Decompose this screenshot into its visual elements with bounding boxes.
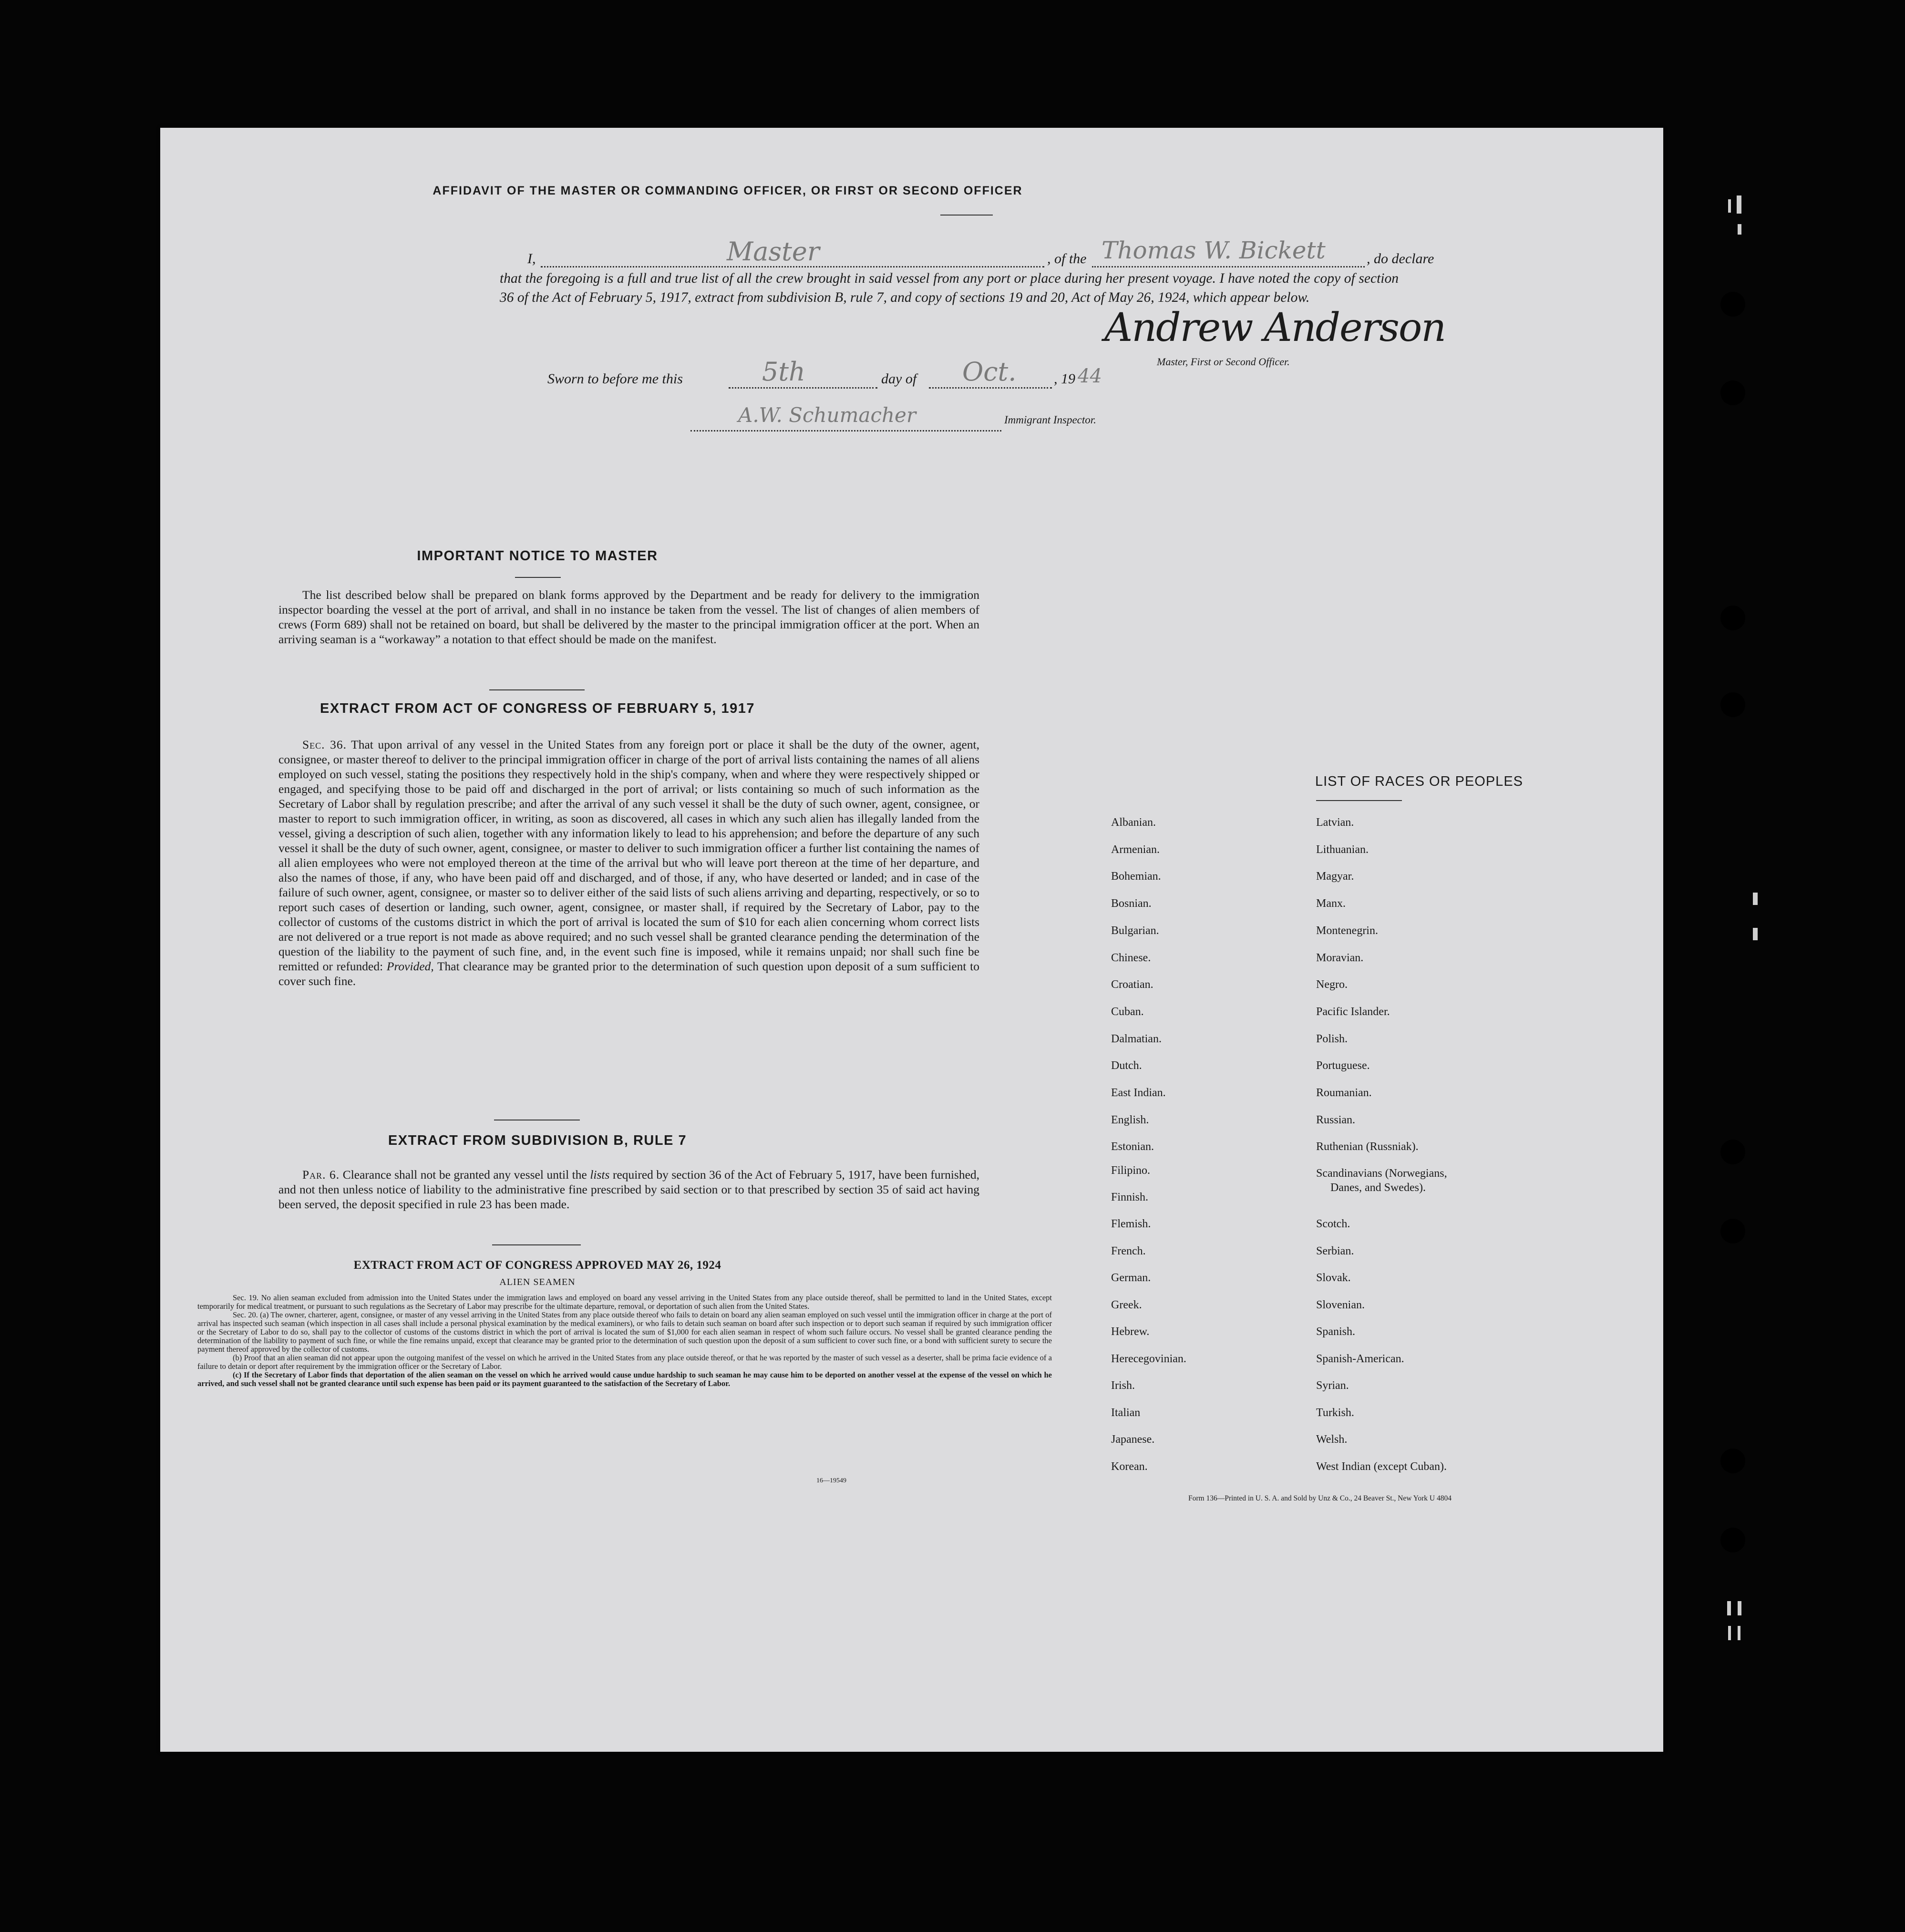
race-item: Roumanian. bbox=[1316, 1087, 1372, 1099]
race-item: Herecegovinian. bbox=[1111, 1353, 1186, 1365]
line-mid: , of the bbox=[1047, 251, 1087, 267]
scan-edge-mark bbox=[1738, 1626, 1740, 1640]
race-item: Finnish. bbox=[1111, 1191, 1149, 1203]
race-item: Korean. bbox=[1111, 1460, 1148, 1473]
binder-hole bbox=[1720, 692, 1745, 717]
race-item: Filipino. bbox=[1111, 1164, 1151, 1177]
race-item: French. bbox=[1111, 1245, 1146, 1257]
divider bbox=[492, 1244, 581, 1245]
race-item: Russian. bbox=[1316, 1113, 1356, 1126]
binder-hole bbox=[1720, 1140, 1745, 1164]
affidavit-heading: AFFIDAVIT OF THE MASTER OR COMMANDING OFFICER, OR FIRST OR SECOND OFFICER bbox=[432, 184, 1023, 197]
master-signature: Andrew Anderson bbox=[1104, 305, 1446, 350]
race-item: Hebrew. bbox=[1111, 1326, 1150, 1338]
inspector-caption: Immigrant Inspector. bbox=[1004, 414, 1096, 426]
extract-1917-heading: EXTRACT FROM ACT OF CONGRESS OF FEBRUARY 5, 1917 bbox=[319, 701, 755, 716]
binder-hole bbox=[1720, 292, 1745, 317]
scan-edge-mark bbox=[1727, 1601, 1731, 1615]
handwritten-rank: Master bbox=[727, 236, 820, 267]
races-heading: LIST OF RACES OR PEOPLES bbox=[1315, 774, 1524, 789]
extract-1924-heading: EXTRACT FROM ACT OF CONGRESS APPROVED MAY 26, 1924 bbox=[353, 1259, 721, 1272]
par-text-b: required by section 36 of the Act of February 5, 1917, have been furnished, and not then unless notice of liability to the administrative fine prescribed by said section or to that prescribed by section 35 of said act having been served, the deposit specified in rule 23 has been made. bbox=[278, 1168, 980, 1211]
extract-1917-text bbox=[278, 737, 979, 988]
race-item: Lithuanian. bbox=[1316, 843, 1369, 856]
scan-edge-mark bbox=[1728, 199, 1731, 213]
scan-edge-mark bbox=[1728, 1626, 1731, 1640]
race-item: West Indian (except Cuban). bbox=[1316, 1460, 1447, 1473]
scan-edge-mark bbox=[1753, 928, 1758, 940]
race-item: German. bbox=[1111, 1272, 1151, 1284]
race-item: Manx. bbox=[1316, 897, 1346, 910]
extract-rule7-heading: EXTRACT FROM SUBDIVISION B, RULE 7 bbox=[388, 1133, 687, 1148]
par-label: Par. 6. bbox=[302, 1168, 340, 1182]
race-item: Bulgarian. bbox=[1111, 924, 1159, 937]
race-item: Pacific Islander. bbox=[1316, 1005, 1390, 1018]
race-item: Polish. bbox=[1316, 1032, 1348, 1045]
race-item: East Indian. bbox=[1111, 1087, 1166, 1099]
line-prefix: I, bbox=[527, 251, 536, 267]
proviso-label: Provided, bbox=[386, 959, 434, 973]
race-item: English. bbox=[1111, 1113, 1149, 1126]
race-item: Bohemian. bbox=[1111, 870, 1161, 883]
form-code: 16—19549 bbox=[816, 1477, 846, 1484]
scan-edge-mark bbox=[1737, 195, 1741, 214]
affidavit-body: that the foregoing is a full and true list of all the crew brought in said vessel from any port or place during her present voyage. I have noted the copy of section 36 of the Act of February 5, 1917, extract from subdivision B, rule 7, and copy of sections 19 and 20, Act of May 26, 1924, which appear below. bbox=[500, 271, 1399, 305]
section-19: Sec. 19. No alien seaman excluded from admission into the United States under the immigration laws and employed on board any vessel arriving in the United States from any place outside thereof, shall be permitted to land in the United States, except temporarily for medical treatment, or pursuant to such regulations as the Secretary of Labor may prescribe for the ultimate departure, removal, or deportation of such alien from the United States. bbox=[197, 1293, 1052, 1311]
binder-hole bbox=[1720, 1219, 1745, 1243]
race-item: Albanian. bbox=[1111, 816, 1156, 829]
scan-edge-mark bbox=[1738, 224, 1741, 235]
race-item: Serbian. bbox=[1316, 1245, 1354, 1257]
rank-field[interactable] bbox=[541, 238, 1044, 267]
vessel-field[interactable] bbox=[1092, 238, 1365, 267]
year-prefix: , 19 bbox=[1054, 371, 1075, 387]
race-item: Slovak. bbox=[1316, 1272, 1351, 1284]
race-item: Magyar. bbox=[1316, 870, 1354, 883]
manifest-sheet bbox=[160, 128, 1663, 1752]
proviso-text: That clearance may be granted prior to the determination of such question upon deposit of a sum sufficient to cover such fine. bbox=[278, 959, 979, 988]
section-20c: (c) If the Secretary of Labor finds that deportation of the alien seaman on the vessel on which he arrived would cause undue hardship to such seaman he may cause him to be deported on another vessel at the expense of the vessel on which he arrived, and such vessel shall not be granted clearance until such expense has been paid or its payment guaranteed to the satisfaction of the Secretary of Labor. bbox=[197, 1370, 1052, 1388]
binder-hole bbox=[1720, 380, 1745, 405]
races-list-left bbox=[1111, 816, 1311, 1484]
race-item: Danes, and Swedes). bbox=[1330, 1182, 1426, 1194]
race-item: Armenian. bbox=[1111, 843, 1160, 856]
notice-heading: IMPORTANT NOTICE TO MASTER bbox=[417, 548, 658, 564]
par-text-a: Clearance shall not be granted any vessel until the bbox=[342, 1168, 587, 1182]
races-list-right bbox=[1316, 816, 1621, 1484]
race-item: Scotch. bbox=[1316, 1218, 1350, 1230]
race-item: Dalmatian. bbox=[1111, 1032, 1162, 1045]
race-item: Croatian. bbox=[1111, 978, 1153, 991]
race-item: Moravian. bbox=[1316, 951, 1364, 964]
notice-text: The list described below shall be prepared on blank forms approved by the Department and be ready for delivery to the immigration inspector boarding the vessel at the port of arrival, and shall in no instance be taken from the vessel. The list of changes of alien members of crews (Form 689) shall not be retained on board, but shall be delivered by the master to the principal immigration officer at the port. When an arriving seaman is a “workaway” a notation to that effect should be made on the manifest. bbox=[278, 588, 979, 646]
day-of-label: day of bbox=[881, 371, 917, 387]
handwritten-month: Oct. bbox=[962, 357, 1017, 387]
race-item: Greek. bbox=[1111, 1299, 1142, 1311]
race-item: Bosnian. bbox=[1111, 897, 1152, 910]
month-field[interactable] bbox=[929, 357, 1052, 389]
race-item: Estonian. bbox=[1111, 1141, 1154, 1153]
handwritten-day: 5th bbox=[762, 357, 805, 387]
race-item: Scandinavians (Norwegians, bbox=[1316, 1167, 1447, 1180]
extract-rule7-text bbox=[278, 1167, 979, 1212]
scan-edge-mark bbox=[1738, 1601, 1741, 1615]
binder-hole bbox=[1720, 606, 1745, 630]
section-20a: Sec. 20. (a) The owner, charterer, agent, consignee, or master of any vessel arriving in the United States from any place outside thereof who fails to detain on board any alien seaman employed on such vessel until the immigration officer in charge at the port of arrival has inspected such seaman (which inspection in all cases shall include a personal physical examination by the medical examiners), or who fails to detain such seaman on board after such inspection or to deport such seaman if required by such immigration officer or the Secretary of Labor to do so, shall pay to the collector of customs of the customs district in which the port of arrival is located the sum of $1,000 for each alien seaman in respect of whom such failure occurs. No vessel shall be granted clearance pending the determination of the liability to payment of such fine, or while the fine remains unpaid, except that clearance may be granted prior to the determination of such question upon the deposit of a sum sufficient to cover such fine, or a bond with sufficient surety to secure the payment thereof approved by the collector of customs. bbox=[197, 1310, 1052, 1354]
race-item: Italian bbox=[1111, 1407, 1141, 1419]
race-item: Welsh. bbox=[1316, 1433, 1348, 1446]
race-item: Chinese. bbox=[1111, 951, 1151, 964]
section-text: That upon arrival of any vessel in the United States from any foreign port or place it shall be the duty of the owner, agent, consignee, or master thereof to deliver to the principal immigration officer in charge of the port of arrival lists containing the names of all aliens employed on such vessel, stating the positions they respectively hold in the ship's company, when and where they were respectively shipped or engaged, and specifying those to be paid off and discharged in the port of arrival; or lists containing so much of such information as the Secretary of Labor shall by regulation prescribe; and after the arrival of any such vessel it shall be the duty of such owner, agent, consignee, or master to report to such immigration officer, in writing, as soon as discovered, all cases in which any such alien has illegally landed from the vessel, giving a description of such alien, together with any information likely to lead to his apprehension; and before the departure of any such vessel it shall be the duty of such owner, agent, consignee, or master to deliver to such immigration officer a further list containing the names of all alien employees who were not employed thereon at the time of the arrival but who will leave port thereon at the time of her departure, and also the names of those, if any, who have been paid off and discharged, and of those, if any, who have deserted or landed; and in case of the failure of such owner, agent, consignee, or master so to deliver either of the said lists of such aliens arriving and departing, respectively, or so to report such cases of desertion or landing, such owner, agent, consignee, or master shall, if required by the Secretary of Labor, pay to the collector of customs of the customs district in which the port of arrival is located the sum of $10 for each alien concerning whom correct lists are not delivered or a true report is not made as above required; and no such vessel shall be granted clearance pending the determination of the question of the liability to the payment of such fine, and, in the event such fine is imposed, while it remains unpaid; nor shall such fine be remitted or refunded: bbox=[278, 738, 979, 973]
handwritten-inspector: A.W. Schumacher bbox=[738, 403, 916, 427]
divider bbox=[515, 577, 561, 578]
sworn-line bbox=[547, 357, 1167, 395]
line-suffix: , do declare bbox=[1367, 251, 1434, 267]
divider bbox=[940, 215, 993, 216]
race-item: Dutch. bbox=[1111, 1059, 1142, 1072]
binder-hole bbox=[1720, 1528, 1745, 1552]
race-item: Cuban. bbox=[1111, 1005, 1144, 1018]
lists-word: lists bbox=[590, 1168, 610, 1182]
race-item: Spanish. bbox=[1316, 1326, 1356, 1338]
handwritten-vessel: Thomas W. Bickett bbox=[1102, 236, 1326, 264]
race-item: Portuguese. bbox=[1316, 1059, 1370, 1072]
section-label: Sec. 36. bbox=[302, 738, 347, 751]
race-item: Negro. bbox=[1316, 978, 1348, 991]
scan-edge-mark bbox=[1753, 893, 1758, 905]
signature-caption: Master, First or Second Officer. bbox=[1157, 356, 1290, 368]
divider bbox=[489, 689, 585, 690]
alien-seamen-subheading: ALIEN SEAMEN bbox=[499, 1277, 576, 1287]
race-item: Spanish-American. bbox=[1316, 1353, 1404, 1365]
race-item: Syrian. bbox=[1316, 1379, 1349, 1392]
race-item: Irish. bbox=[1111, 1379, 1135, 1392]
day-field[interactable] bbox=[729, 357, 877, 389]
inspector-field[interactable] bbox=[690, 403, 1001, 432]
race-item: Slovenian. bbox=[1316, 1299, 1365, 1311]
race-item: Latvian. bbox=[1316, 816, 1354, 829]
extract-1924-text bbox=[197, 1294, 1052, 1388]
section-20b: (b) Proof that an alien seaman did not appear upon the outgoing manifest of the vessel on which he arrived in the United States from any place outside thereof, or that he was reported by the master of such vessel as a deserter, shall be prima facie evidence of a failure to detain or deport after requirement by the immigration officer or the Secretary of Labor. bbox=[197, 1353, 1052, 1371]
race-item: Turkish. bbox=[1316, 1407, 1354, 1419]
race-item: Montenegrin. bbox=[1316, 924, 1378, 937]
declarant-line bbox=[527, 238, 1581, 272]
binder-hole bbox=[1720, 1449, 1745, 1473]
printer-imprint: Form 136—Printed in U. S. A. and Sold by Unz & Co., 24 Beaver St., New York U 4804 bbox=[1188, 1494, 1452, 1502]
divider bbox=[1316, 800, 1402, 801]
race-item: Ruthenian (Russniak). bbox=[1316, 1141, 1419, 1153]
race-item: Flemish. bbox=[1111, 1218, 1151, 1230]
handwritten-year: 44 bbox=[1078, 365, 1102, 387]
sworn-prefix: Sworn to before me this bbox=[547, 371, 683, 387]
race-item: Japanese. bbox=[1111, 1433, 1155, 1446]
